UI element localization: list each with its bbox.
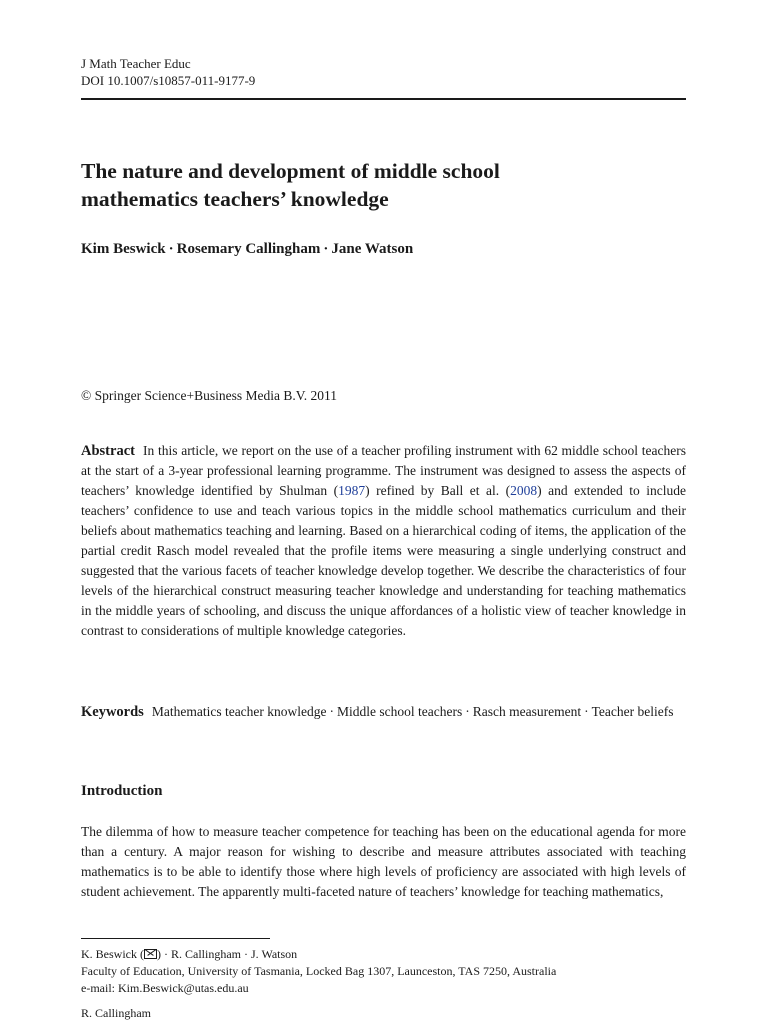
keyword: Teacher beliefs xyxy=(591,704,674,719)
paper-title-line-2: mathematics teachers’ knowledge xyxy=(81,187,389,211)
footnote-email[interactable]: e-mail: Kim.Beswick@utas.edu.au xyxy=(81,981,249,995)
paper-title xyxy=(81,157,686,213)
citation-link[interactable]: 2008 xyxy=(510,483,538,498)
abstract-text: ) refined by Ball et al. ( xyxy=(365,483,511,498)
journal-header xyxy=(81,55,255,89)
abstract-label: Abstract xyxy=(81,443,135,459)
keyword: Middle school teachers xyxy=(337,704,463,719)
keywords-label: Keywords xyxy=(81,704,144,720)
paper-title-line-1: The nature and development of middle school xyxy=(81,159,500,183)
doi: DOI 10.1007/s10857-011-9177-9 xyxy=(81,73,256,88)
section-heading-introduction: Introduction xyxy=(81,783,163,799)
keyword: Mathematics teacher knowledge xyxy=(151,704,327,719)
keyword: Rasch measurement xyxy=(472,704,582,719)
author-name: Kim Beswick xyxy=(81,241,166,257)
journal-name: J Math Teacher Educ xyxy=(81,56,191,71)
header-divider xyxy=(81,98,686,100)
footnote-authors: K. Beswick ( ) · R. Callingham · J. Watson xyxy=(81,947,298,961)
abstract xyxy=(81,441,686,641)
footnote-author-close: ) xyxy=(157,947,161,961)
author-name: Jane Watson xyxy=(331,241,414,257)
footnote-author: J. Watson xyxy=(251,947,298,961)
abstract-text: In this article, we report on the use of a teacher profiling instrument with 62 middle school teachers at the start of a 3-year professional learning programme. The instrument was designed to assess the aspects of teachers’ knowledge identified by Shulman ( xyxy=(81,443,686,498)
envelope-icon[interactable] xyxy=(144,949,157,959)
abstract-text: ) and extended to include teachers’ confidence to use and teach various topics in the middle school mathematics curriculum and their beliefs about mathematics teaching and learning. Based on a hierarchical coding of items, the application of the partial credit Rasch model revealed that the profile items were measuring a single underlying construct and suggested that the various facets of teacher knowledge develop together. We describe the characteristics of four levels of the hierarchical construct measuring teacher knowledge and understanding for teaching mathematics in the middle years of schooling, and discuss the unique affordances of a holistic view of teacher knowledge in contrast to considerations of multiple knowledge categories. xyxy=(81,483,687,638)
author-list: Kim Beswick · Rosemary Callingham · Jane Watson xyxy=(81,241,414,257)
keywords: Keywords Mathematics teacher knowledge · Middle school teachers · Rasch measurement · Teacher beliefs xyxy=(81,704,674,720)
footnote-divider xyxy=(81,938,270,939)
copyright-notice: © Springer Science+Business Media B.V. 2011 xyxy=(81,388,337,403)
footnote-affiliation: Faculty of Education, University of Tasmania, Locked Bag 1307, Launceston, TAS 7250, Australia xyxy=(81,964,557,978)
footnote-author: K. Beswick ( xyxy=(81,947,144,961)
footnotes xyxy=(81,946,686,1022)
author-name: Rosemary Callingham xyxy=(176,241,321,257)
citation-link[interactable]: 1987 xyxy=(338,483,366,498)
footnote-second-author: R. Callingham xyxy=(81,1006,151,1020)
introduction-paragraph: The dilemma of how to measure teacher competence for teaching has been on the educational agenda for more than a century. A major reason for wishing to describe and measure attributes associated with teaching mathematics is to be able to identify those where high levels of proficiency are associated with high levels of student achievement. The apparently multi-faceted nature of teachers’ knowledge for teaching mathematics, xyxy=(81,824,686,899)
footnote-author: R. Callingham xyxy=(171,947,241,961)
